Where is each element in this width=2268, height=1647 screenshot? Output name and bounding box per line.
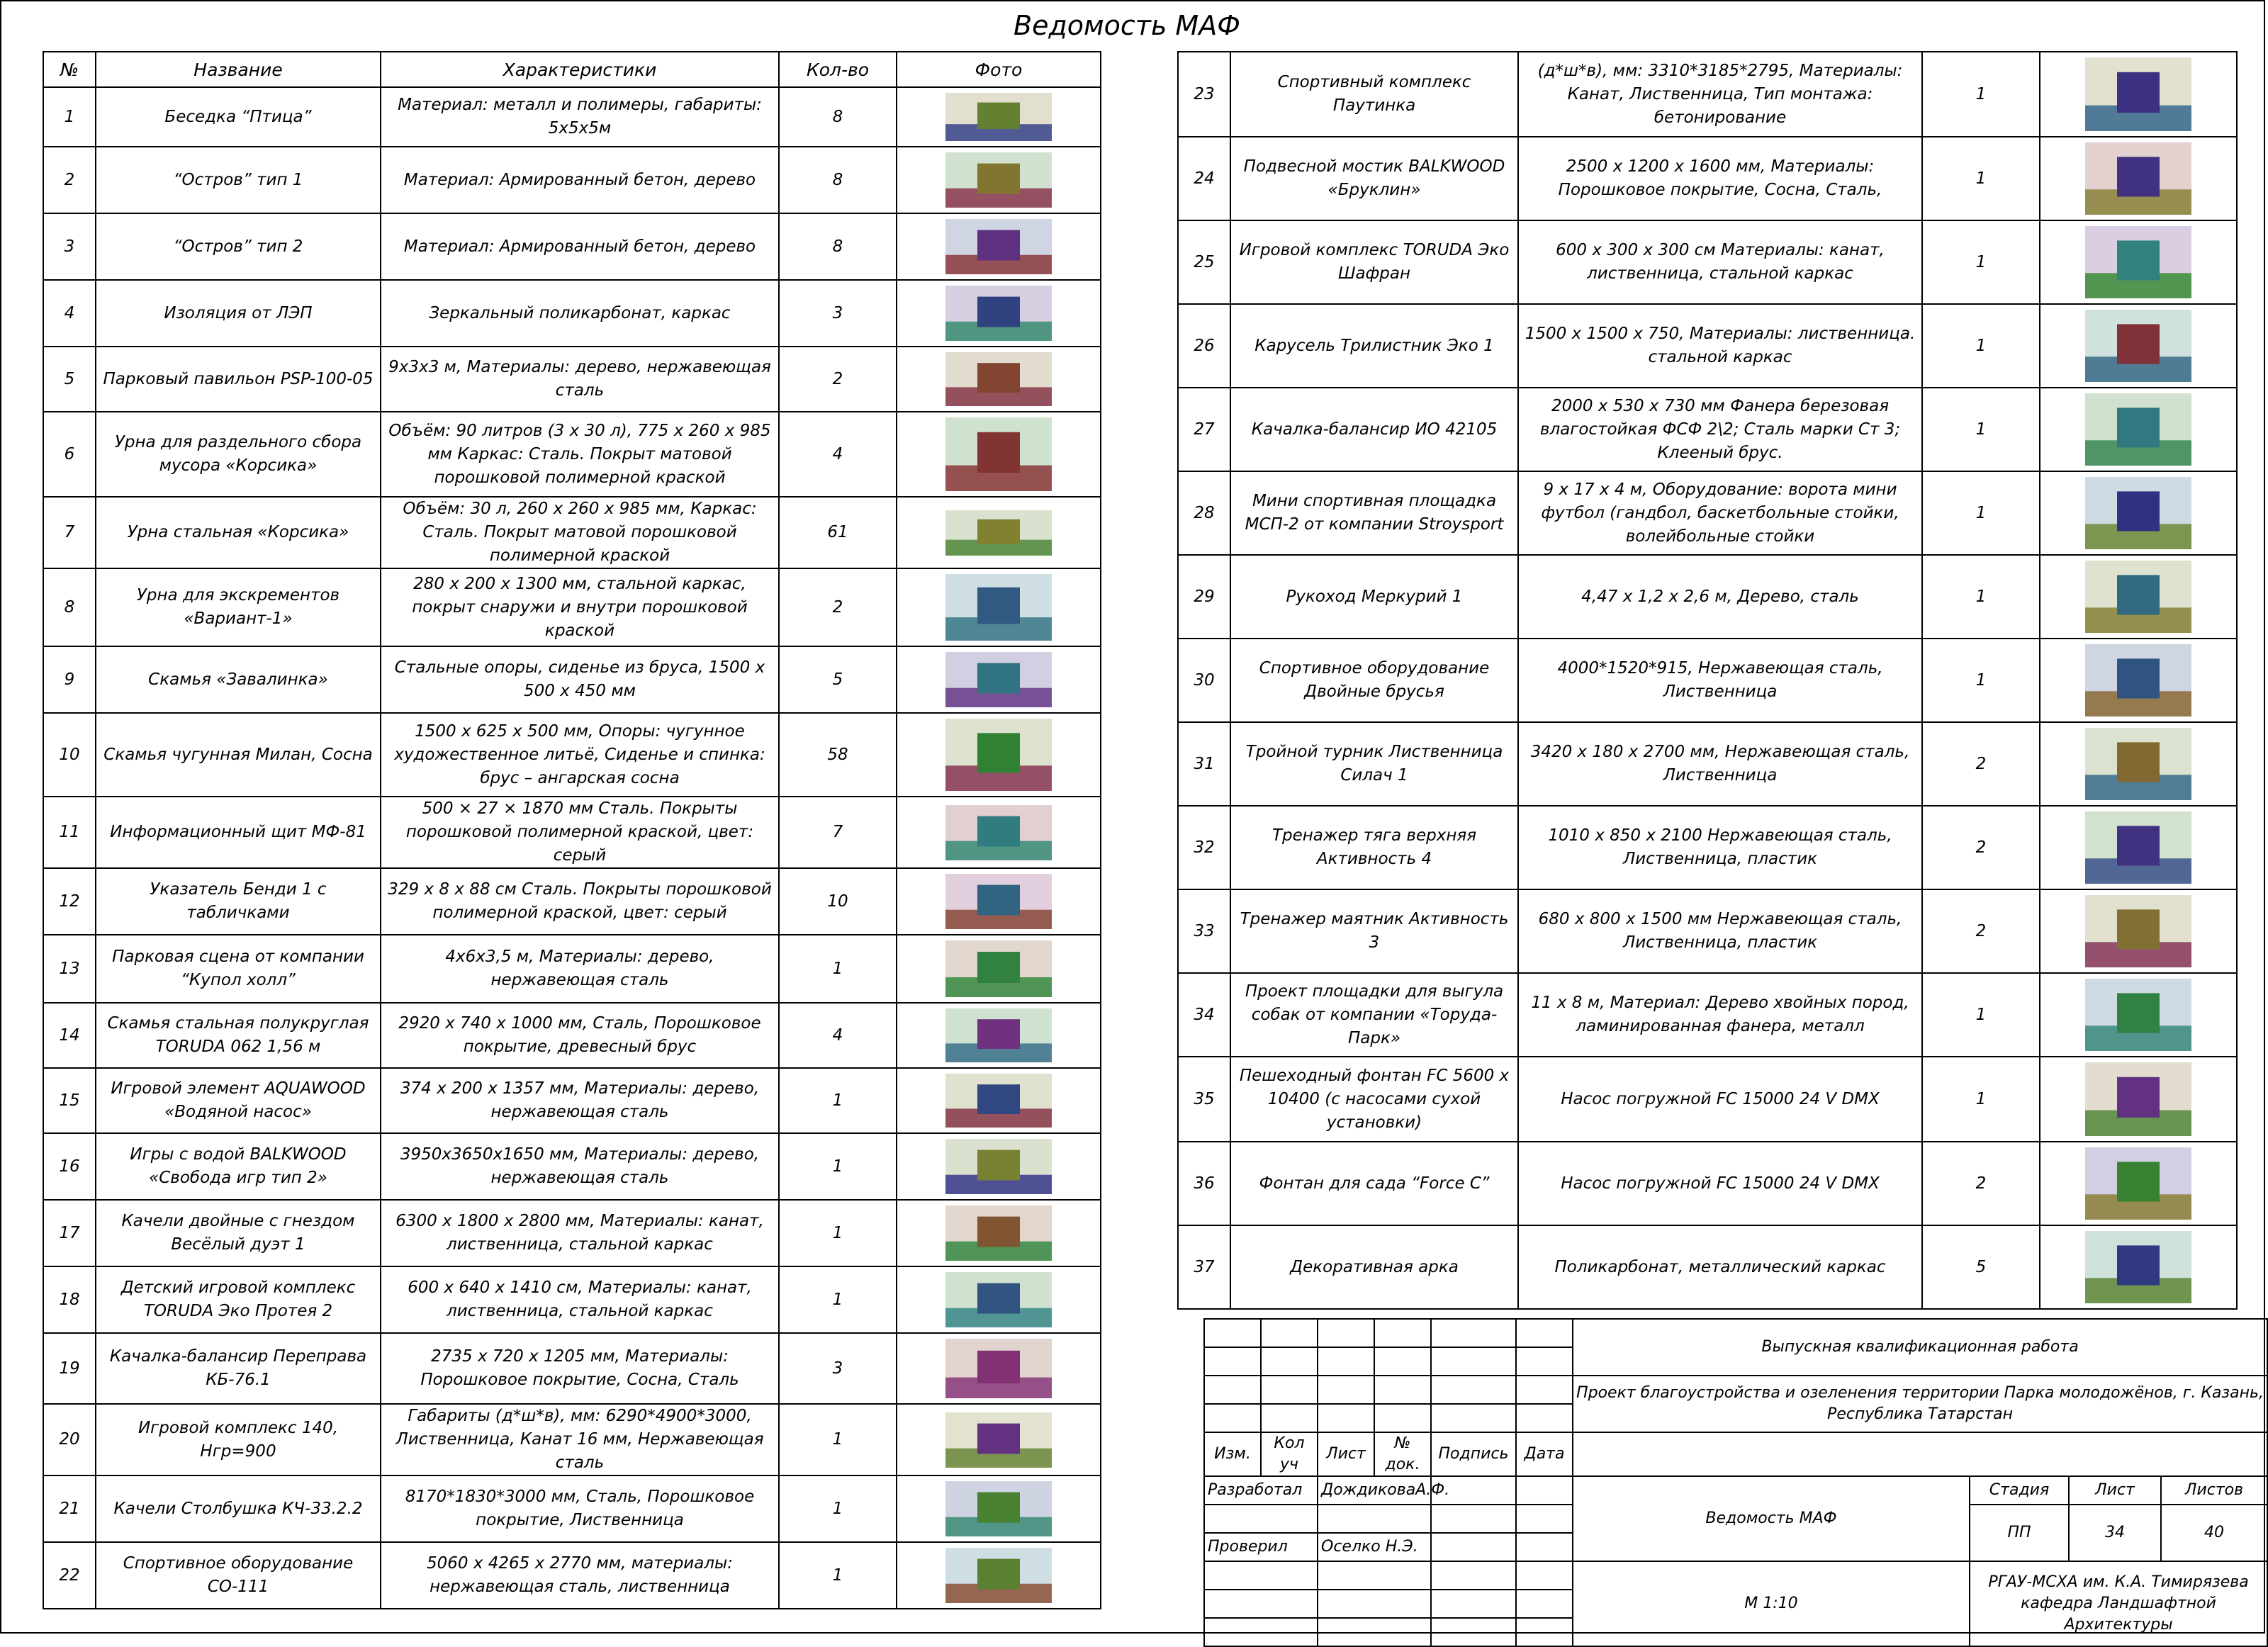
- item-photo-cell: [897, 1333, 1101, 1404]
- item-qty: 61: [779, 497, 897, 568]
- row-number: 20: [43, 1404, 96, 1475]
- item-spec: 4х6х3,5 м, Материалы: дерево, нержавеющая сталь: [381, 935, 779, 1003]
- organization: РГАУ-МСХА им. К.А. Тимирязева кафедра Ландшафтной Архитектуры: [1970, 1561, 2267, 1646]
- item-qty: 1: [1922, 555, 2040, 639]
- cast-iron-bench-photo: [945, 719, 1052, 791]
- item-name: Игровой комплекс 140, Нгр=900: [96, 1404, 381, 1475]
- table-row: [1178, 555, 2237, 639]
- item-name: Урна для раздельного сбора мусора «Корсика»: [96, 412, 381, 497]
- item-spec: Поликарбонат, металлический каркас: [1518, 1225, 1922, 1309]
- row-number: 10: [43, 713, 96, 797]
- item-qty: 8: [779, 87, 897, 147]
- seesaw-crossing-photo: [945, 1339, 1052, 1398]
- item-spec: 11 х 8 м, Материал: Дерево хвойных пород, ламинированная фанера, металл: [1518, 973, 1922, 1057]
- item-spec: Объём: 30 л, 260 х 260 х 985 мм, Каркас: Сталь. Покрыт матовой порошковой полимерной краской: [381, 497, 779, 568]
- col-sign: Подпись: [1431, 1432, 1516, 1476]
- item-name: Рукоход Меркурий 1: [1230, 555, 1518, 639]
- row-number: 18: [43, 1266, 96, 1333]
- item-name: Тренажер тяга верхняя Активность 4: [1230, 806, 1518, 889]
- item-name: Тренажер маятник Активность 3: [1230, 889, 1518, 973]
- row-number: 17: [43, 1200, 96, 1266]
- row-number: 30: [1178, 639, 1230, 722]
- table-row: [1178, 137, 2237, 220]
- item-spec: 2000 х 530 х 730 мм Фанера березовая влагостойкая ФСФ 2\2; Сталь марки Ст 3; Клееный брус.: [1518, 388, 1922, 471]
- table-row: [1178, 889, 2237, 973]
- item-photo-cell: [2040, 973, 2237, 1057]
- table-row: [1178, 806, 2237, 889]
- item-photo-cell: [2040, 722, 2237, 806]
- item-name: Урна стальная «Корсика»: [96, 497, 381, 568]
- item-name: Карусель Трилистник Эко 1: [1230, 304, 1518, 388]
- item-photo-cell: [897, 347, 1101, 412]
- checked-label: Проверил: [1204, 1533, 1318, 1561]
- park-stage-photo: [945, 940, 1052, 997]
- item-qty: 1: [779, 1133, 897, 1200]
- col-list: Лист: [1318, 1432, 1374, 1476]
- item-spec: 8170*1830*3000 мм, Сталь, Порошковое покрытие, Лиственница: [381, 1475, 779, 1542]
- table-row: [1178, 304, 2237, 388]
- row-number: 36: [1178, 1142, 1230, 1225]
- item-photo-cell: [897, 147, 1101, 213]
- item-photo-cell: [2040, 1225, 2237, 1309]
- item-qty: 1: [1922, 973, 2040, 1057]
- table-row: [43, 1542, 1101, 1609]
- item-photo-cell: [897, 497, 1101, 568]
- item-name: Скамья стальная полукруглая TORUDA 062 1,56 м: [96, 1003, 381, 1068]
- item-qty: 1: [779, 1266, 897, 1333]
- item-spec: 5060 х 4265 х 2770 мм, материалы: нержавеющая сталь, лиственница: [381, 1542, 779, 1609]
- item-spec: 280 х 200 х 1300 мм, стальной каркас, покрыт снаружи и внутри порошковой краской: [381, 568, 779, 646]
- item-name: “Остров” тип 2: [96, 213, 381, 280]
- col-photo-header: Фото: [897, 52, 1101, 87]
- item-photo-cell: [2040, 471, 2237, 555]
- item-spec: 2920 х 740 х 1000 мм, Сталь, Порошковое покрытие, древесный брус: [381, 1003, 779, 1068]
- item-qty: 1: [1922, 52, 2040, 137]
- item-spec: 3420 х 180 х 2700 мм, Нержавеющая сталь, Лиственница: [1518, 722, 1922, 806]
- item-spec: Материал: Армированный бетон, дерево: [381, 213, 779, 280]
- col-izm: Изм.: [1204, 1432, 1261, 1476]
- item-spec: 680 х 800 х 1500 мм Нержавеющая сталь, Лиственница, пластик: [1518, 889, 1922, 973]
- item-name: Игры с водой BALKWOOD «Свобода игр тип 2»: [96, 1133, 381, 1200]
- item-qty: 2: [1922, 889, 2040, 973]
- row-number: 21: [43, 1475, 96, 1542]
- item-qty: 1: [779, 935, 897, 1003]
- seesaw-42105-photo: [2085, 393, 2191, 466]
- item-photo-cell: [897, 646, 1101, 713]
- row-number: 19: [43, 1333, 96, 1404]
- developed-label: Разработал: [1204, 1476, 1318, 1505]
- item-qty: 1: [779, 1068, 897, 1133]
- table-row: [43, 713, 1101, 797]
- row-number: 23: [1178, 52, 1230, 137]
- item-photo-cell: [2040, 1057, 2237, 1142]
- item-spec: Насос погружной FC 15000 24 V DMX: [1518, 1142, 1922, 1225]
- table-row: [43, 412, 1101, 497]
- item-qty: 1: [1922, 471, 2040, 555]
- item-qty: 2: [1922, 806, 2040, 889]
- item-name: Мини спортивная площадка МСП-2 от компании Stroysport: [1230, 471, 1518, 555]
- dog-ground-photo: [2085, 979, 2191, 1051]
- item-name: Парковый павильон PSP-100-05: [96, 347, 381, 412]
- swing-stolbushka-photo: [945, 1481, 1052, 1536]
- double-swing-photo: [945, 1205, 1052, 1261]
- row-number: 5: [43, 347, 96, 412]
- water-pump-photo: [945, 1074, 1052, 1128]
- item-name: Беседка “Птица”: [96, 87, 381, 147]
- item-qty: 5: [1922, 1225, 2040, 1309]
- table-row: [43, 280, 1101, 347]
- row-number: 24: [1178, 137, 1230, 220]
- sheets-value: 40: [2161, 1505, 2267, 1561]
- item-photo-cell: [897, 1404, 1101, 1475]
- item-spec: 3950х3650х1650 мм, Материалы: дерево, нержавеющая сталь: [381, 1133, 779, 1200]
- item-photo-cell: [897, 1475, 1101, 1542]
- steel-bin-photo: [945, 510, 1052, 556]
- row-number: 15: [43, 1068, 96, 1133]
- item-spec: 1500 х 625 х 500 мм, Опоры: чугунное художественное литьё, Сиденье и спинка: брус – ангарская сосна: [381, 713, 779, 797]
- sorting-bin-photo: [945, 417, 1052, 491]
- table-row: [43, 87, 1101, 147]
- row-number: 7: [43, 497, 96, 568]
- row-number: 33: [1178, 889, 1230, 973]
- pulldown-trainer-photo: [2085, 811, 2191, 884]
- item-name: Спортивное оборудование Двойные брусья: [1230, 639, 1518, 722]
- item-photo-cell: [897, 1003, 1101, 1068]
- table-row: [1178, 388, 2237, 471]
- row-number: 13: [43, 935, 96, 1003]
- item-spec: Материал: Армированный бетон, дерево: [381, 147, 779, 213]
- maf-table-left: [43, 51, 1101, 1609]
- item-spec: Стальные опоры, сиденье из бруса, 1500 х 500 х 450 мм: [381, 646, 779, 713]
- row-number: 32: [1178, 806, 1230, 889]
- page-title: Ведомость МАФ: [1014, 10, 1240, 41]
- row-number: 35: [1178, 1057, 1230, 1142]
- col-spec-header: Характеристики: [381, 52, 779, 87]
- item-name: Спортивное оборудование СО-111: [96, 1542, 381, 1609]
- table-row: [43, 646, 1101, 713]
- item-name: Качели Столбушка КЧ-33.2.2: [96, 1475, 381, 1542]
- signpost-photo: [945, 874, 1052, 929]
- table-row: [43, 1475, 1101, 1542]
- col-kol: Кол уч: [1261, 1432, 1318, 1476]
- suspension-bridge-photo: [2085, 142, 2191, 215]
- item-spec: 500 × 27 × 1870 мм Сталь. Покрыты порошковой полимерной краской, цвет: серый: [381, 797, 779, 868]
- mini-sport-ground-photo: [2085, 477, 2191, 549]
- item-photo-cell: [2040, 889, 2237, 973]
- item-photo-cell: [897, 1542, 1101, 1609]
- table-row: [43, 568, 1101, 646]
- item-photo-cell: [2040, 137, 2237, 220]
- item-spec: 1010 х 850 х 2100 Нержавеющая сталь, Лиственница, пластик: [1518, 806, 1922, 889]
- table-row: [1178, 1142, 2237, 1225]
- item-photo-cell: [897, 412, 1101, 497]
- play-complex-saffron-photo: [2085, 226, 2191, 298]
- item-name: Игровой элемент AQUAWOOD «Водяной насос»: [96, 1068, 381, 1133]
- item-photo-cell: [897, 87, 1101, 147]
- item-spec: Зеркальный поликарбонат, каркас: [381, 280, 779, 347]
- table-row: [43, 1068, 1101, 1133]
- item-qty: 3: [779, 280, 897, 347]
- item-photo-cell: [897, 213, 1101, 280]
- item-qty: 2: [779, 347, 897, 412]
- item-name: Изоляция от ЛЭП: [96, 280, 381, 347]
- row-number: 1: [43, 87, 96, 147]
- developed-name: ДождиковаА.Ф.: [1318, 1476, 1431, 1505]
- item-spec: 4000*1520*915, Нержавеющая сталь, Лиственница: [1518, 639, 1922, 722]
- table-row: [1178, 1225, 2237, 1309]
- table-row: [43, 147, 1101, 213]
- item-name: Парковая сцена от компании “Купол холл”: [96, 935, 381, 1003]
- table-row: [43, 1003, 1101, 1068]
- bench-zavalinka-photo: [945, 652, 1052, 707]
- row-number: 28: [1178, 471, 1230, 555]
- item-photo-cell: [2040, 388, 2237, 471]
- project-title: Проект благоустройства и озеленения территории Парка молодожёнов, г. Казань, Республика Татарстан: [1573, 1376, 2267, 1432]
- item-qty: 1: [779, 1200, 897, 1266]
- table-row: [1178, 471, 2237, 555]
- water-play-photo: [945, 1139, 1052, 1194]
- table-row: [43, 497, 1101, 568]
- item-spec: Объём: 90 литров (3 х 30 л), 775 х 260 х 985 мм Каркас: Сталь. Покрыт матовой порошковой полимерной краской: [381, 412, 779, 497]
- table-row: [43, 1333, 1101, 1404]
- table-row: [43, 868, 1101, 935]
- item-qty: 10: [779, 868, 897, 935]
- decorative-arch-photo: [2085, 1231, 2191, 1303]
- row-number: 11: [43, 797, 96, 868]
- stage-label: Стадия: [1970, 1476, 2069, 1505]
- item-name: Качалка-балансир ИО 42105: [1230, 388, 1518, 471]
- row-number: 37: [1178, 1225, 1230, 1309]
- item-name: Информационный щит МФ-81: [96, 797, 381, 868]
- item-qty: 2: [1922, 1142, 2040, 1225]
- item-name: Спортивный комплекс Паутинка: [1230, 52, 1518, 137]
- sheet-label: Лист: [2069, 1476, 2161, 1505]
- table-row: [43, 1200, 1101, 1266]
- kids-complex-photo: [945, 1272, 1052, 1327]
- item-photo-cell: [2040, 806, 2237, 889]
- item-photo-cell: [897, 713, 1101, 797]
- item-qty: 2: [1922, 722, 2040, 806]
- item-photo-cell: [897, 1200, 1101, 1266]
- item-qty: 1: [1922, 1057, 2040, 1142]
- item-photo-cell: [897, 1266, 1101, 1333]
- table-row: [43, 935, 1101, 1003]
- item-spec: 1500 х 1500 х 750, Материалы: лиственница. стальной каркас: [1518, 304, 1922, 388]
- item-qty: 1: [1922, 639, 2040, 722]
- table-row: [1178, 220, 2237, 304]
- item-photo-cell: [2040, 220, 2237, 304]
- park-pavilion-photo: [945, 352, 1052, 406]
- sport-equipment-photo: [945, 1548, 1052, 1603]
- power-line-insulation-photo: [945, 286, 1052, 341]
- item-spec: 6300 х 1800 х 2800 мм, Материалы: канат, лиственница, стальной каркас: [381, 1200, 779, 1266]
- row-number: 26: [1178, 304, 1230, 388]
- item-qty: 1: [779, 1404, 897, 1475]
- table-row: [1178, 1057, 2237, 1142]
- row-number: 2: [43, 147, 96, 213]
- sheet-value: 34: [2069, 1505, 2161, 1561]
- island-type2-photo: [945, 219, 1052, 274]
- table-row: [43, 347, 1101, 412]
- table-row: [1178, 639, 2237, 722]
- item-name: Качалка-балансир Переправа КБ-76.1: [96, 1333, 381, 1404]
- scale: М 1:10: [1573, 1561, 1970, 1646]
- item-spec: Материал: металл и полимеры, габариты: 5х5х5м: [381, 87, 779, 147]
- item-name: Проект площадки для выгула собак от компании «Торуда-Парк»: [1230, 973, 1518, 1057]
- item-photo-cell: [897, 1068, 1101, 1133]
- item-spec: 374 х 200 х 1357 мм, Материалы: дерево, нержавеющая сталь: [381, 1068, 779, 1133]
- item-qty: 7: [779, 797, 897, 868]
- row-number: 9: [43, 646, 96, 713]
- row-number: 25: [1178, 220, 1230, 304]
- item-qty: 1: [1922, 220, 2040, 304]
- item-spec: 4,47 х 1,2 х 2,6 м, Дерево, сталь: [1518, 555, 1922, 639]
- table-row: [43, 1133, 1101, 1200]
- item-photo-cell: [2040, 304, 2237, 388]
- item-spec: 9х3х3 м, Материалы: дерево, нержавеющая сталь: [381, 347, 779, 412]
- title-block: [1203, 1318, 2268, 1647]
- row-number: 12: [43, 868, 96, 935]
- col-qty-header: Кол-во: [779, 52, 897, 87]
- item-qty: 1: [779, 1542, 897, 1609]
- item-photo-cell: [897, 1133, 1101, 1200]
- row-number: 3: [43, 213, 96, 280]
- monkey-bars-photo: [2085, 561, 2191, 633]
- item-photo-cell: [897, 935, 1101, 1003]
- table-row: [43, 797, 1101, 868]
- gazebo-bird-photo: [945, 93, 1052, 141]
- item-qty: 4: [779, 412, 897, 497]
- item-qty: 1: [1922, 388, 2040, 471]
- item-qty: 8: [779, 213, 897, 280]
- item-spec: 600 х 300 х 300 см Материалы: канат, лиственница, стальной каркас: [1518, 220, 1922, 304]
- pedestrian-fountain-photo: [2085, 1062, 2191, 1136]
- pendulum-trainer-photo: [2085, 895, 2191, 967]
- item-name: Скамья чугунная Милан, Сосна: [96, 713, 381, 797]
- row-number: 22: [43, 1542, 96, 1609]
- item-name: Игровой комплекс TORUDA Эко Шафран: [1230, 220, 1518, 304]
- item-name: Указатель Бенди 1 с табличками: [96, 868, 381, 935]
- dog-waste-bin-photo: [945, 574, 1052, 641]
- row-number: 6: [43, 412, 96, 497]
- semicircle-bench-photo: [945, 1008, 1052, 1062]
- table-row: [43, 1404, 1101, 1475]
- item-name: Качели двойные с гнездом Весёлый дуэт 1: [96, 1200, 381, 1266]
- item-spec: 2735 х 720 х 1205 мм, Материалы: Порошковое покрытие, Сосна, Сталь: [381, 1333, 779, 1404]
- item-qty: 1: [1922, 304, 2040, 388]
- item-spec: 2500 х 1200 х 1600 мм, Материалы: Порошковое покрытие, Сосна, Сталь,: [1518, 137, 1922, 220]
- item-photo-cell: [2040, 1142, 2237, 1225]
- row-number: 27: [1178, 388, 1230, 471]
- garden-fountain-photo: [2085, 1147, 2191, 1220]
- item-photo-cell: [897, 280, 1101, 347]
- item-qty: 2: [779, 568, 897, 646]
- row-number: 4: [43, 280, 96, 347]
- row-number: 31: [1178, 722, 1230, 806]
- table-row: [43, 1266, 1101, 1333]
- table-row: [1178, 722, 2237, 806]
- item-qty: 3: [779, 1333, 897, 1404]
- item-spec: (д*ш*в), мм: 3310*3185*2795, Материалы: Канат, Лиственница, Тип монтажа: бетонирование: [1518, 52, 1922, 137]
- table-row: [43, 213, 1101, 280]
- item-spec: 600 х 640 х 1410 см, Материалы: канат, лиственница, стальной каркас: [381, 1266, 779, 1333]
- item-photo-cell: [897, 568, 1101, 646]
- island-type1-photo: [945, 152, 1052, 208]
- item-spec: 9 х 17 х 4 м, Оборудование: ворота мини футбол (гандбол, баскетбольные стойки, волейбольные стойки: [1518, 471, 1922, 555]
- sheet-title: Ведомость МАФ: [1573, 1476, 1970, 1561]
- sheets-label: Листов: [2161, 1476, 2267, 1505]
- item-qty: 5: [779, 646, 897, 713]
- info-board-photo: [945, 805, 1052, 860]
- item-name: Тройной турник Лиственница Силач 1: [1230, 722, 1518, 806]
- row-number: 8: [43, 568, 96, 646]
- col-name-header: Название: [96, 52, 381, 87]
- row-number: 14: [43, 1003, 96, 1068]
- play-complex-140-photo: [945, 1412, 1052, 1468]
- item-name: Декоративная арка: [1230, 1225, 1518, 1309]
- work-type: Выпускная квалификационная работа: [1573, 1319, 2267, 1376]
- item-name: Подвесной мостик BALKWOOD «Бруклин»: [1230, 137, 1518, 220]
- col-date: Дата: [1516, 1432, 1573, 1476]
- item-photo-cell: [2040, 555, 2237, 639]
- item-name: Пешеходный фонтан FC 5600 х 10400 (с насосами сухой установки): [1230, 1057, 1518, 1142]
- item-photo-cell: [897, 868, 1101, 935]
- item-name: Детский игровой комплекс TORUDA Эко Протея 2: [96, 1266, 381, 1333]
- table-row: [1178, 52, 2237, 137]
- row-number: 16: [43, 1133, 96, 1200]
- web-complex-photo: [2085, 57, 2191, 131]
- row-number: 29: [1178, 555, 1230, 639]
- item-photo-cell: [2040, 52, 2237, 137]
- item-photo-cell: [897, 797, 1101, 868]
- checked-name: Оселко Н.Э.: [1318, 1533, 1431, 1561]
- col-num-header: №: [43, 52, 96, 87]
- stage-value: ПП: [1970, 1505, 2069, 1561]
- item-spec: 329 х 8 х 88 см Сталь. Покрыты порошковой полимерной краской, цвет: серый: [381, 868, 779, 935]
- item-qty: 8: [779, 147, 897, 213]
- item-spec: Насос погружной FC 15000 24 V DMX: [1518, 1057, 1922, 1142]
- item-photo-cell: [2040, 639, 2237, 722]
- item-name: “Остров” тип 1: [96, 147, 381, 213]
- item-qty: 1: [779, 1475, 897, 1542]
- triple-pullup-photo: [2085, 728, 2191, 800]
- row-number: 34: [1178, 973, 1230, 1057]
- carousel-photo: [2085, 310, 2191, 382]
- parallel-bars-photo: [2085, 644, 2191, 716]
- item-name: Скамья «Завалинка»: [96, 646, 381, 713]
- item-qty: 4: [779, 1003, 897, 1068]
- table-row: [1178, 973, 2237, 1057]
- col-doc: № док.: [1374, 1432, 1431, 1476]
- item-name: Фонтан для сада “Force C”: [1230, 1142, 1518, 1225]
- item-qty: 1: [1922, 137, 2040, 220]
- item-spec: Габариты (д*ш*в), мм: 6290*4900*3000, Лиственница, Канат 16 мм, Нержавеющая сталь: [381, 1404, 779, 1475]
- item-qty: 58: [779, 713, 897, 797]
- maf-table-right: [1177, 51, 2238, 1310]
- item-name: Урна для экскрементов «Вариант-1»: [96, 568, 381, 646]
